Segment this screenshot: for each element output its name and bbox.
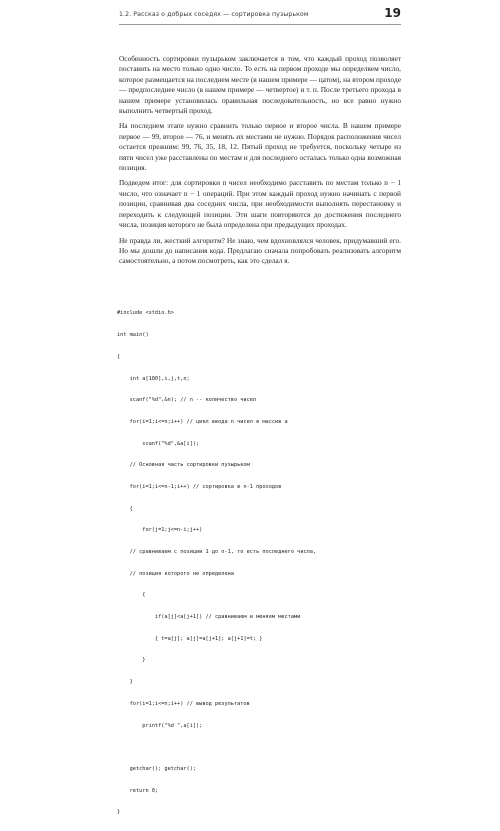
paragraph-summary: Подведем итог: для сортировки n чисел необходимо расставить по местам только n − 1 число, что означает n − 1 операций. При этом каждый проход нужно начинать с первой позиции, сравнивая два соседних числа, при необходимости выполнять перестановку и переходить к следующей позиции. Эти шаги повторяются до достижения последнего числа, позиция которого не была определена при предыдущих проходах. xyxy=(119,178,401,230)
code-line: { xyxy=(117,505,133,512)
code-line: } xyxy=(117,679,133,686)
code-line: } xyxy=(117,657,146,664)
code-line: getchar(); getchar(); xyxy=(117,765,197,772)
code-line: scanf("%d",&n); // n -- количество чисел xyxy=(117,397,257,404)
running-header-title: 1.2. Рассказ о добрых соседях — сортировка пузырьком xyxy=(119,11,309,18)
code-line: for(i=1;i<=n;i++) // цикл ввода n чисел в массив a xyxy=(117,418,288,425)
body-text xyxy=(119,54,401,272)
code-line: int a[100],i,j,t,n; xyxy=(117,375,190,382)
paragraph-last-stage: На последнем этапе нужно сравнить только первое и второе числа. В нашем примере первое — 99, второе — 76, и менять их местами не нужно. Порядок расположения чисел остается прежним: 99, 76, 35, 18, 12. Пятый проход не требуется, поскольку четыре из пяти чисел уже расставлены по местам и для последнего осталась только одна возможная позиция. xyxy=(119,121,401,173)
paragraph-code-intro: Не правда ли, жесткий алгоритм? Не знаю, чем вдохновлялся человек, придумавший его. Но мы дошли до написания кода. Предлагаю сначала попробовать реализовать алгоритм самостоятельно, а потом посмотреть, как это сделал я. xyxy=(119,235,401,266)
code-line: return 0; xyxy=(117,787,159,794)
code-line: for(i=1;i<=n-1;i++) // сортировка в n-1 проходов xyxy=(117,483,282,490)
code-line: // позиция которого не определена xyxy=(117,570,234,577)
code-line: for(i=1;i<=n;i++) // вывод результатов xyxy=(117,700,250,707)
code-line: int main() xyxy=(117,332,149,339)
code-line: scanf("%d",&a[i]); xyxy=(117,440,200,447)
code-line xyxy=(117,744,402,751)
code-line: { t=a[j]; a[j]=a[j+1]; a[j+1]=t; } xyxy=(117,635,263,642)
code-line: if(a[j]<a[j+1]) // сравниваем и меняем местами xyxy=(117,614,301,621)
header-divider xyxy=(119,24,401,25)
running-header xyxy=(119,6,401,30)
code-line: { xyxy=(117,592,146,599)
paragraph-bubble-sort-feature: Особенность сортировки пузырьком заключается в том, что каждый проход позволяет поставить на место только одно число. То есть на первом проходе мы определяем число, которое размещается на последнем месте (в нашем примере — цатом), на втором проходе — предпоследнее число (в нашем примере — четвертое) и т. п. После третьего прохода в нашем примере установилась правильная последовательность, но все равно нужно выполнить четвертый проход. xyxy=(119,54,401,116)
code-line: // Основная часть сортировки пузырьком xyxy=(117,462,250,469)
code-line: for(j=1;j<=n-i;j++) xyxy=(117,527,203,534)
code-line: #include <stdio.h> xyxy=(117,310,174,317)
code-line: printf("%d ",a[i]); xyxy=(117,722,203,729)
code-line: { xyxy=(117,353,121,360)
code-line: // сравниваем с позиции 1 до n-1, то есть последнего числа, xyxy=(117,549,317,556)
code-line: } xyxy=(117,809,121,816)
code-listing xyxy=(117,296,402,831)
page-number: 19 xyxy=(384,6,401,20)
